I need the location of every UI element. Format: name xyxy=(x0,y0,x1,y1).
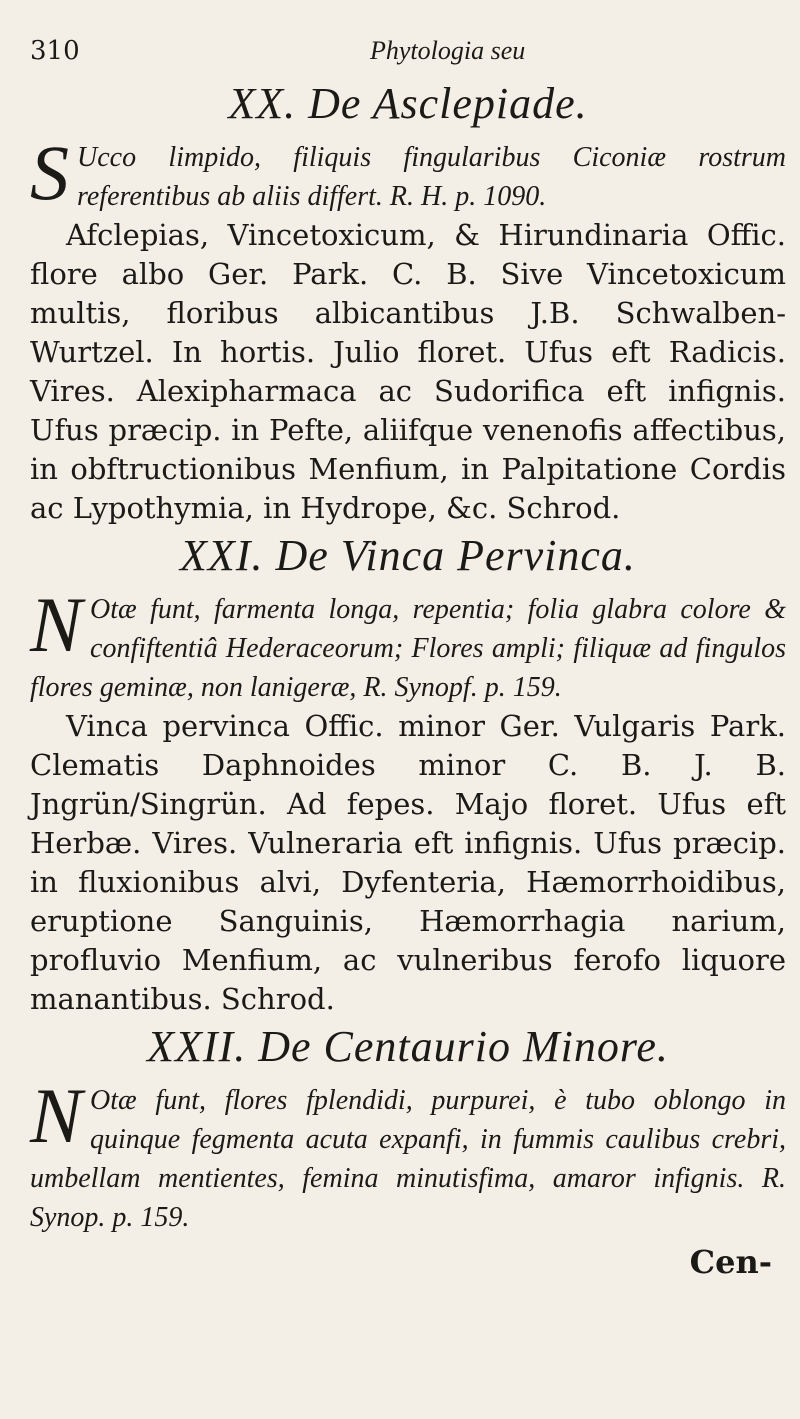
section-centaurium xyxy=(30,1021,786,1237)
section-lead: Ucco limpido, filiquis fingularibus Ciconiæ rostrum referentibus ab aliis differt. R. H. p. 1090. xyxy=(77,142,786,212)
section-heading: XX. De Asclepiade. xyxy=(228,79,588,128)
section-body: Afclepias, Vincetoxicum, & Hirundinaria Offic. flore albo Ger. Park. C. B. Sive Vincetoxicum multis, floribus albicantibus J.B. Schwalben-Wurtzel. In hortis. Julio floret. Ufus eft Radicis. Vires. Alexipharmaca ac Sudorifica eft infignis. Ufus præcip. in Pefte, aliifque venenofis affectibus, in obftructionibus Menfium, in Palpitatione Cordis ac Lypothymia, in Hydrope, &c. Schrod. xyxy=(30,218,786,525)
running-title: Phytologia seu xyxy=(370,36,526,65)
section-vinca xyxy=(30,530,786,1019)
page-number: 310 xyxy=(30,36,80,66)
drop-cap: N xyxy=(30,581,83,668)
catchword: Cen- xyxy=(689,1243,772,1281)
drop-cap: S xyxy=(30,129,69,216)
section-lead: Otæ funt, farmenta longa, repentia; folia glabra colore & confiftentiâ Hederaceorum; Flores ampli; filiquæ ad fingulos flores geminæ, non lanigeræ, R. Synopf. p. 159. xyxy=(30,594,786,703)
drop-cap: N xyxy=(30,1072,83,1159)
section-asclepias xyxy=(30,78,786,528)
section-body: Vinca pervinca Offic. minor Ger. Vulgaris Park. Clematis Daphnoides minor C. B. J. B. Jngrün/Singrün. Ad fepes. Majo floret. Ufus eft Herbæ. Vires. Vulneraria eft infignis. Ufus præcip. in fluxionibus alvi, Dyfenteria, Hæmorrhoidibus, eruptione Sanguinis, Hæmorrhagia narium, profluvio Menfium, ac vulneribus ferofo liquore manantibus. Schrod. xyxy=(30,709,786,1016)
page-header xyxy=(30,36,786,76)
section-heading: XXII. De Centaurio Minore. xyxy=(147,1022,669,1071)
section-lead: Otæ funt, flores fplendidi, purpurei, è tubo oblongo in quinque fegmenta acuta expanfi, in fummis caulibus crebri, umbellam mentientes, femina minutisfima, amaror infignis. R. Synop. p. 159. xyxy=(30,1085,786,1233)
section-heading: XXI. De Vinca Pervinca. xyxy=(180,531,636,580)
